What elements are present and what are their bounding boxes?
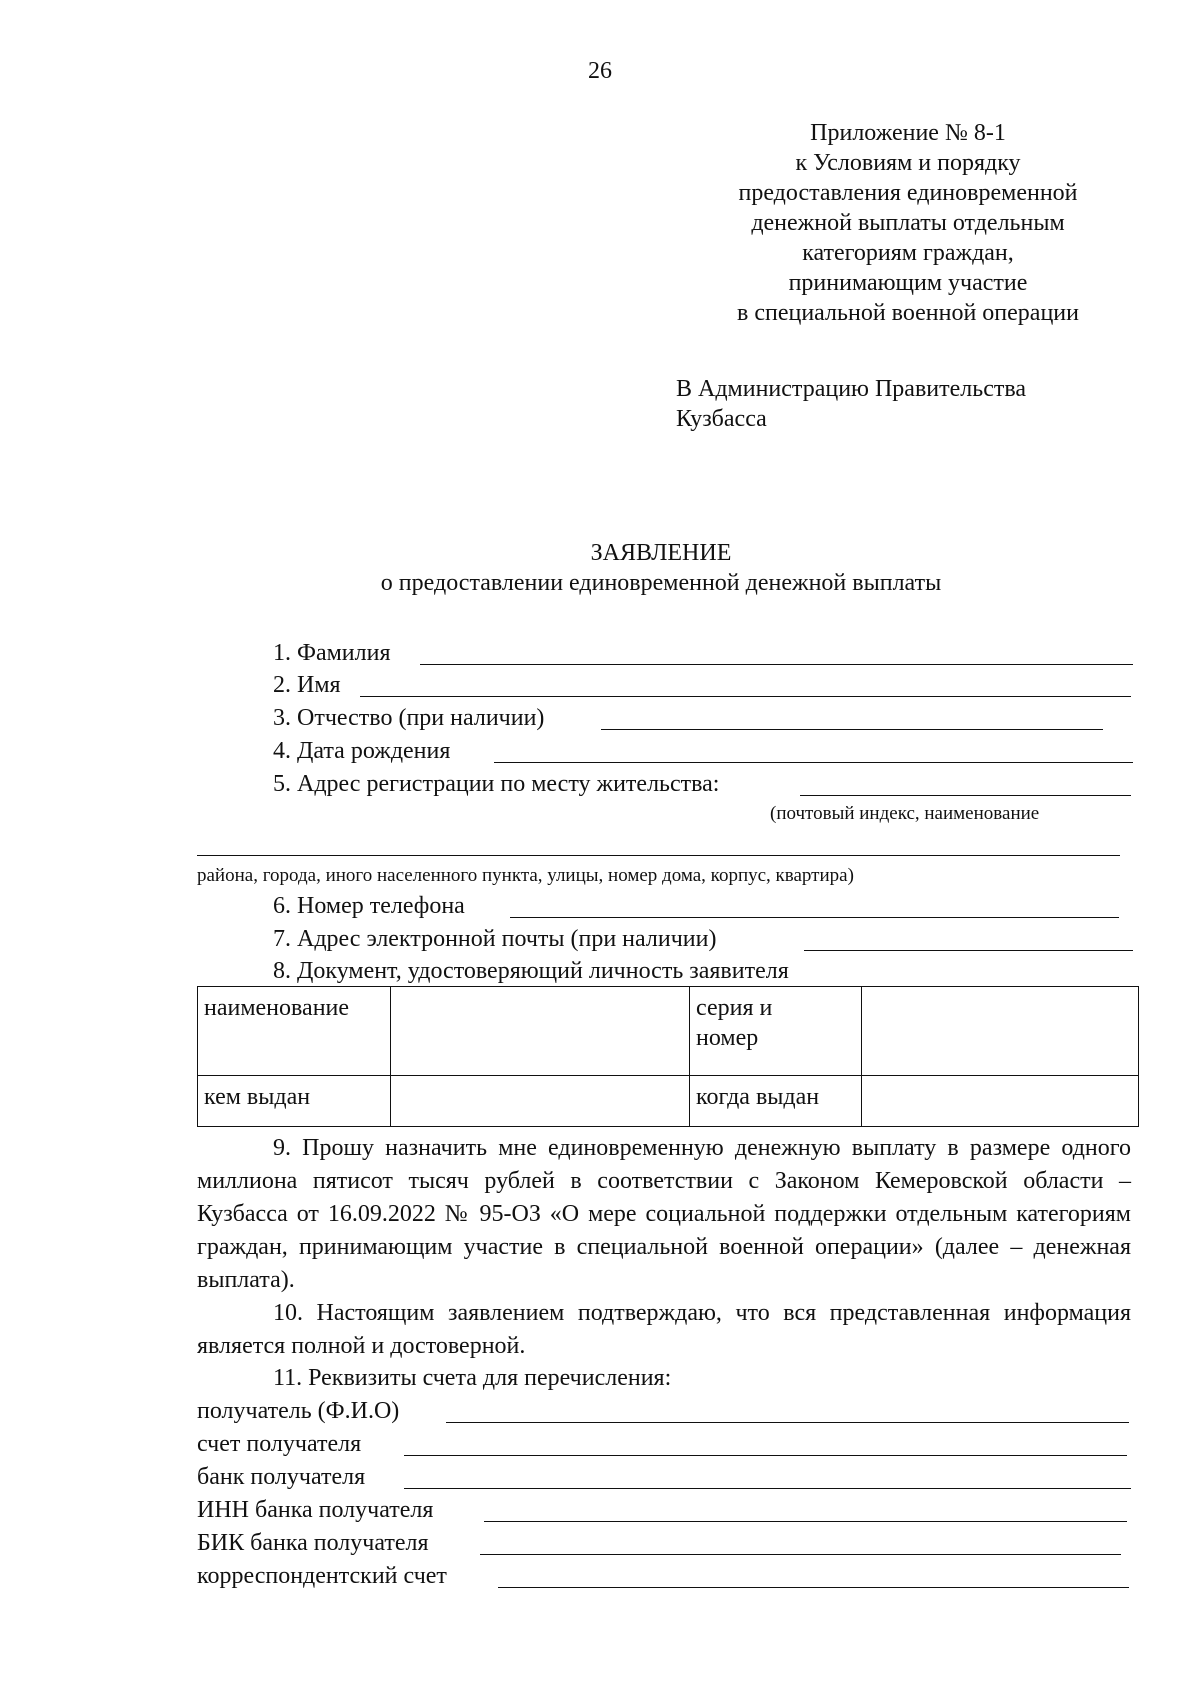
paragraph-10-text: 10. Настоящим заявлением подтверждаю, что вся представленная информация является полной и достоверной. [197, 1300, 1131, 1359]
doc-issued-date-label: когда выдан [696, 1084, 820, 1110]
id-document-table [197, 986, 1139, 1127]
doc-issued-date-value-cell[interactable] [862, 1076, 1139, 1127]
patronymic-label: 3. Отчество (при наличии) [273, 705, 545, 731]
addressee [676, 374, 1026, 434]
appendix-line: предоставления единовременной [738, 180, 1078, 206]
document-title: ЗАЯВЛЕНИЕ [590, 540, 732, 566]
bank-inn-field[interactable] [484, 1521, 1127, 1522]
address-hint: района, города, иного населенного пункта, улицы, номер дома, корпус, квартира) [197, 865, 854, 886]
address-field[interactable] [800, 795, 1131, 796]
addressee-line: В Администрацию Правительства [676, 376, 1027, 402]
name-field[interactable] [360, 696, 1131, 697]
bank-label: банк получателя [197, 1464, 366, 1490]
appendix-line: денежной выплаты отдельным [751, 210, 1065, 236]
email-field[interactable] [804, 950, 1133, 951]
bank-field[interactable] [404, 1488, 1131, 1489]
doc-series-label: серия и [696, 995, 773, 1021]
account-field[interactable] [404, 1455, 1127, 1456]
doc-series-value-cell[interactable] [862, 987, 1139, 1076]
corr-account-field[interactable] [498, 1587, 1129, 1588]
appendix-header [680, 118, 1136, 328]
doc-issued-by-label-cell [198, 1076, 391, 1127]
email-label: 7. Адрес электронной почты (при наличии) [273, 926, 717, 952]
paragraph-10 [197, 1297, 1131, 1363]
patronymic-field[interactable] [601, 729, 1103, 730]
surname-field[interactable] [420, 664, 1133, 665]
bank-bik-field[interactable] [480, 1554, 1121, 1555]
document-subtitle: о предоставлении единовременной денежной выплаты [380, 570, 942, 596]
phone-label: 6. Номер телефона [273, 893, 465, 919]
page-number: 26 [588, 58, 612, 84]
paragraph-9 [197, 1132, 1131, 1297]
doc-issued-by-value-cell[interactable] [391, 1076, 690, 1127]
doc-name-value-cell[interactable] [391, 987, 690, 1076]
recipient-label: получатель (Ф.И.О) [197, 1398, 400, 1424]
recipient-field[interactable] [446, 1422, 1129, 1423]
doc-series-label: номер [696, 1025, 759, 1051]
phone-field[interactable] [510, 917, 1119, 918]
bank-inn-label: ИНН банка получателя [197, 1497, 434, 1523]
name-label: 2. Имя [273, 672, 341, 698]
doc-series-label-cell [690, 987, 862, 1076]
addressee-line: Кузбасса [676, 406, 767, 432]
birth-date-label: 4. Дата рождения [273, 738, 451, 764]
birth-date-field[interactable] [494, 762, 1133, 763]
appendix-line: к Условиям и порядку [795, 150, 1021, 176]
doc-issued-by-label: кем выдан [204, 1084, 311, 1110]
appendix-line: категориям граждан, [802, 240, 1014, 266]
address-hint: (почтовый индекс, наименование [770, 803, 1040, 824]
paragraph-11: 11. Реквизиты счета для перечисления: [273, 1365, 672, 1391]
corr-account-label: корреспондентский счет [197, 1563, 447, 1589]
paragraph-9-text: 9. Прошу назначить мне единовременную денежную выплату в размере одного миллиона пятисот тысяч рублей в соответствии с Законом Кемеровской области – Кузбасса от 16.09.2022 № 95-ОЗ «О мере социальной поддержки отдельным категориям граждан, принимающим участие в специальной военной операции» (далее – денежная выплата). [197, 1135, 1131, 1293]
account-label: счет получателя [197, 1431, 362, 1457]
id-document-label: 8. Документ, удостоверяющий личность заявителя [273, 958, 789, 984]
address-field-continued[interactable] [197, 855, 1120, 856]
bank-bik-label: БИК банка получателя [197, 1530, 429, 1556]
appendix-line: Приложение № 8-1 [810, 120, 1006, 146]
surname-label: 1. Фамилия [273, 640, 391, 666]
appendix-line: в специальной военной операции [737, 300, 1079, 326]
doc-name-label: наименование [204, 995, 350, 1021]
address-label: 5. Адрес регистрации по месту жительства: [273, 771, 720, 797]
appendix-line: принимающим участие [788, 270, 1028, 296]
doc-name-label-cell [198, 987, 391, 1076]
doc-issued-date-label-cell [690, 1076, 862, 1127]
